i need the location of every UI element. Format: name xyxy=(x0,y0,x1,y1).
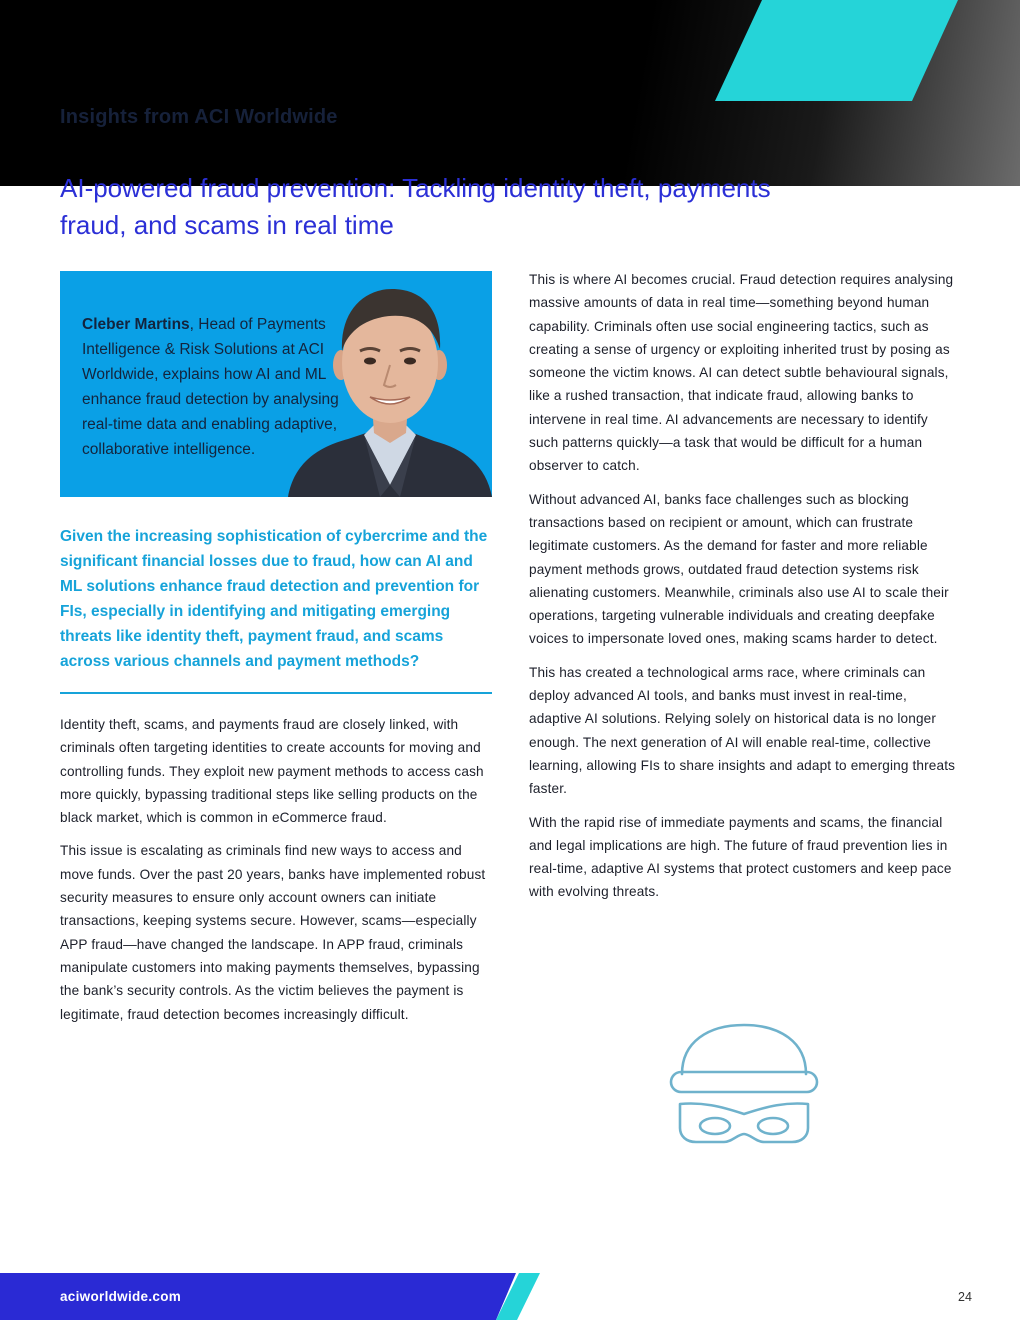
right-paragraph-1: This is where AI becomes crucial. Fraud detection requires analysing massive amounts of data in real time—something beyond human capability. Criminals often use social engineering tactics, such as creating a sense of urgency or exploiting inherited trust by posing as someone the victim knows. AI can detect subtle behavioural signals, like a rushed transaction, that indicate fraud, allowing banks to intervene in real time. AI advancements are necessary to identify such patterns quickly—a task that would be difficult for a human observer to catch. xyxy=(529,272,954,474)
title-line-2: fraud, and scams in real time xyxy=(60,210,394,240)
profile-description: , Head of Payments Intelligence & Risk Solutions at ACI Worldwide, explains how AI and ML enhance fraud detection by analysing real-time data and enabling adaptive, collaborative intelligence. xyxy=(82,316,339,458)
right-paragraph-4: With the rapid rise of immediate payments and scams, the financial and legal implications are high. The future of fraud prevention lies in real-time, adaptive AI systems that protect customers and keep pace with evolving threats. xyxy=(529,814,952,900)
masked-thief-icon xyxy=(668,1022,820,1148)
left-paragraph-2: This issue is escalating as criminals find new ways to access and move funds. Over the past 20 years, banks have implemented robust security measures to ensure only account owners can initiate transactions, keeping systems secure. However, scams—especially APP fraud—have changed the landscape. In APP fraud, criminals manipulate customers into making payments themselves, bypassing the bank’s security controls. As the victim believes the payment is legitimate, fraud detection becomes increasingly difficult. xyxy=(60,843,486,1022)
portrait-photo xyxy=(288,285,492,497)
page-header xyxy=(0,0,1020,186)
right-paragraph-2: Without advanced AI, banks face challenges such as blocking transactions based on recipient or amount, which can frustrate legitimate customers. As the demand for faster and more reliable payment methods grows, outdated fraud detection systems risk alienating customers. Meanwhile, criminals also use AI to scale their operations, targeting vulnerable individuals and creating deepfake voices to impersonate loved ones, making scams harder to detect. xyxy=(529,491,949,647)
section-divider xyxy=(60,692,492,694)
title-line-1: AI-powered fraud prevention: Tackling identity theft, payments xyxy=(60,173,771,203)
right-paragraph-3: This has created a technological arms race, where criminals can deploy advanced AI tools, and banks must invest in real-time, adaptive AI solutions. Relying solely on historical data is no longer enough. The next generation of AI will enable real-time, collective learning, allowing FIs to share insights and adapt to emerging threats faster. xyxy=(529,664,956,797)
left-column xyxy=(60,713,492,1036)
left-paragraph-1: Identity theft, scams, and payments fraud are closely linked, with criminals often targeting identities to create accounts for moving and controlling funds. They exploit new payment methods to access cash more quickly, bypassing traditional steps like selling products on the black market, which is common in eCommerce fraud. xyxy=(60,717,484,826)
profile-name: Cleber Martins xyxy=(82,316,190,333)
header-accent-shape xyxy=(0,0,1020,186)
profile-box xyxy=(60,271,492,497)
interview-question: Given the increasing sophistication of cybercrime and the significant financial losses due to fraud, how can AI and ML solutions enhance fraud detection and prevention for FIs, especially in identifying and mitigating emerging threats like identity theft, payment fraud, and scams across various channels and payment methods? xyxy=(60,528,488,670)
footer-website-link[interactable]: aciworldwide.com xyxy=(60,1289,182,1304)
header-kicker: Insights from ACI Worldwide xyxy=(60,106,338,128)
right-column xyxy=(529,268,961,914)
page-number: 24 xyxy=(958,1290,972,1304)
page-title xyxy=(60,170,940,244)
